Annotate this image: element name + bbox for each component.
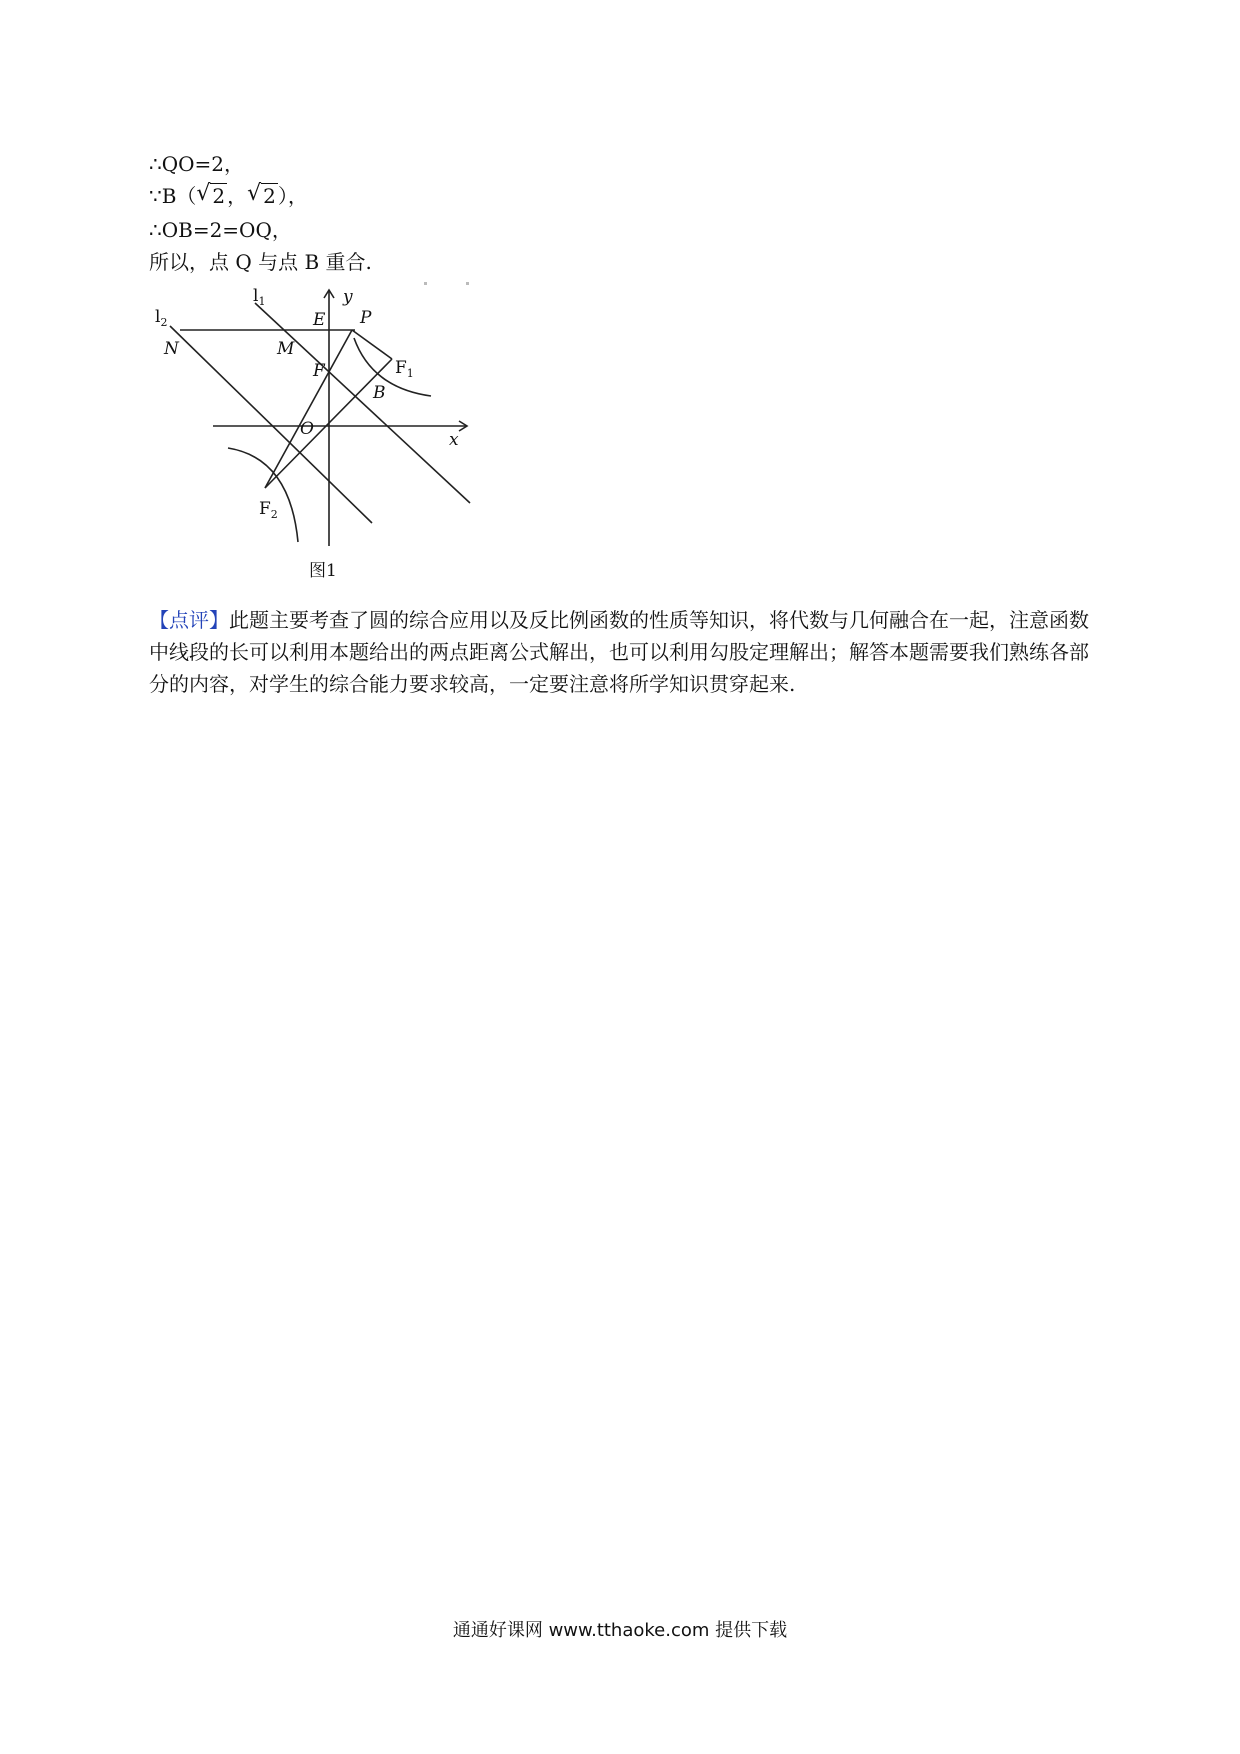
line-l1 [255,303,470,503]
radicand: 2 [212,184,226,208]
comment-tag: 【点评】 [149,608,229,632]
label-F1: $F_1$ [395,358,414,380]
comment-paragraph [149,604,1089,700]
figure-svg [150,282,480,582]
footer-watermark: 通通好课网 www.tthaoke.com 提供下载 [452,1620,788,1641]
label-M: M [277,339,295,359]
label-P: P [360,308,372,328]
line2-separator: ， [227,184,248,208]
radical-sign-icon: √ [196,181,211,206]
label-l2: $l_2$ [155,307,168,329]
label-E: E [313,310,326,330]
label-N: N [164,339,179,359]
line2-suffix: ）， [277,184,308,208]
radical-sign-icon: √ [247,181,262,206]
radicand: 2 [263,184,276,208]
solution-line-3: ∴OB=2=OQ， [149,218,292,242]
label-F: F [313,361,325,381]
comment-text: 此题主要考查了圆的综合应用以及反比例函数的性质等知识，将代数与几何融合在一起，注意函数中线段的长可以利用本题给出的两点距离公式解出，也可以利用勾股定理解出；解答本题需要我们熟练各部分的内容，对学生的综合能力要求较高，一定要注意将所学知识贯穿起来. [149,608,1089,696]
solution-line-2 [149,182,308,210]
scan-speck [424,282,427,285]
segment-P-F1 [352,330,392,359]
geometry-figure [150,282,480,582]
solution-line-1: ∴QO=2， [149,152,244,176]
label-O: O [300,419,314,439]
sqrt-expression [247,182,278,210]
label-y-axis: y [343,287,353,307]
hyperbola-branch-upper [354,338,431,396]
line2-prefix: ∵B（ [149,184,197,208]
solution-line-4: 所以，点 Q 与点 B 重合. [149,250,372,274]
scan-speck [466,282,469,285]
label-l1: $l_1$ [253,286,266,308]
label-x-axis: x [449,430,459,450]
sqrt-expression [196,182,227,210]
line-l2 [170,326,372,523]
figure-caption: 图1 [309,561,337,581]
label-B: B [373,383,386,403]
hyperbola-branch-lower [228,448,298,542]
label-F2: $F_2$ [259,499,278,521]
